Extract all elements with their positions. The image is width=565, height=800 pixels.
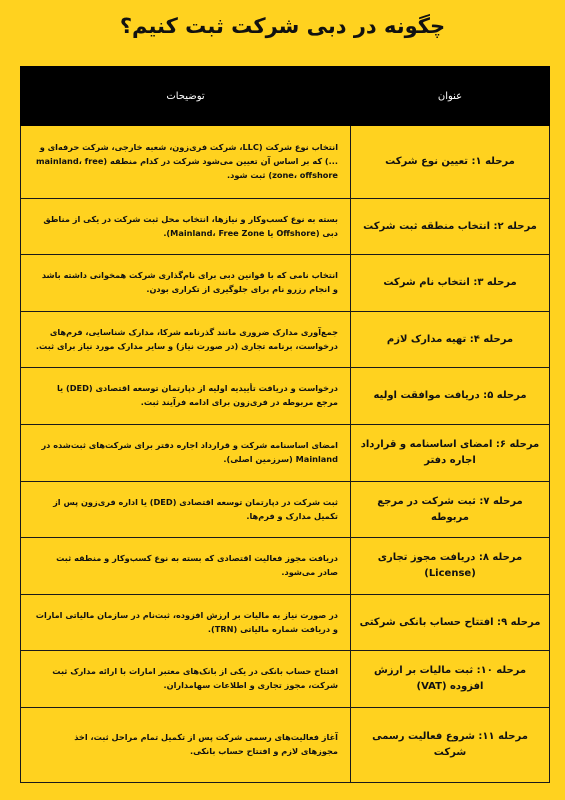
step-description: انتخاب نوع شرکت (LLC، شرکت فری‌زون، شعبه خارجی، شرکت حرفه‌ای و ...) که بر اساس آن تعیین می‌شود شرکت در کدام منطقه (mainland، free zone، offshore) ثبت شود. (21, 126, 351, 199)
step-title: مرحله ۱۰: ثبت مالیات بر ارزش افزوده (VAT) (351, 651, 550, 708)
table-row (21, 255, 550, 312)
step-description: انتخاب نامی که با قوانین دبی برای نام‌گذاری شرکت همخوانی داشته باشد و انجام رزرو نام برای جلوگیری از تکراری بودن. (21, 255, 351, 312)
step-description: دریافت مجوز فعالیت اقتصادی که بسته به نوع کسب‌وکار و منطقه ثبت صادر می‌شود. (21, 538, 351, 595)
table-row (21, 425, 550, 482)
table-row (21, 595, 550, 651)
step-description: افتتاح حساب بانکی در یکی از بانک‌های معتبر امارات با ارائه مدارک ثبت شرکت، مجوز تجاری و اطلاعات سهامداران. (21, 651, 351, 708)
table-row (21, 126, 550, 199)
step-description: درخواست و دریافت تأییدیه اولیه از دپارتمان توسعه اقتصادی (DED) یا مرجع مربوطه در فری‌زون برای ادامه فرآیند ثبت. (21, 368, 351, 425)
step-title: مرحله ۹: افتتاح حساب بانکی شرکتی (351, 595, 550, 651)
step-title: مرحله ۱۱: شروع فعالیت رسمی شرکت (351, 708, 550, 783)
step-description: در صورت نیاز به مالیات بر ارزش افزوده، ثبت‌نام در سازمان مالیاتی امارات و دریافت شماره مالیاتی (TRN). (21, 595, 351, 651)
table-row (21, 482, 550, 538)
step-title: مرحله ۱: تعیین نوع شرکت (351, 126, 550, 199)
table-header-row (21, 67, 550, 126)
table-row (21, 199, 550, 255)
table-row (21, 708, 550, 783)
step-description: بسته به نوع کسب‌وکار و نیازها، انتخاب محل ثبت شرکت در یکی از مناطق دبی (Offshore یا Mainland، Free Zone). (21, 199, 351, 255)
registration-steps-table (20, 66, 550, 783)
table-row (21, 538, 550, 595)
step-title: مرحله ۷: ثبت شرکت در مرجع مربوطه (351, 482, 550, 538)
table-row (21, 368, 550, 425)
step-title: مرحله ۶: امضای اساسنامه و قرارداد اجاره دفتر (351, 425, 550, 482)
step-title: مرحله ۸: دریافت مجوز تجاری (License) (351, 538, 550, 595)
step-description: آغاز فعالیت‌های رسمی شرکت پس از تکمیل تمام مراحل ثبت، اخذ مجوزهای لازم و افتتاح حساب بانکی. (21, 708, 351, 783)
step-title: مرحله ۲: انتخاب منطقه ثبت شرکت (351, 199, 550, 255)
step-title: مرحله ۳: انتخاب نام شرکت (351, 255, 550, 312)
column-header-title: عنوان (351, 67, 550, 126)
step-description: جمع‌آوری مدارک ضروری مانند گذرنامه شرکا، مدارک شناسایی، فرم‌های درخواست، برنامه تجاری (در صورت نیاز) و سایر مدارک مورد نیاز برای ثبت. (21, 312, 351, 368)
column-header-description: توضیحات (21, 67, 351, 126)
table-body (21, 126, 550, 783)
step-description: امضای اساسنامه شرکت و قرارداد اجاره دفتر برای شرکت‌های ثبت‌شده در Mainland (سرزمین اصلی). (21, 425, 351, 482)
page-title: چگونه در دبی شرکت ثبت کنیم؟ (119, 14, 446, 38)
table-row (21, 312, 550, 368)
step-title: مرحله ۵: دریافت موافقت اولیه (351, 368, 550, 425)
step-description: ثبت شرکت در دپارتمان توسعه اقتصادی (DED) یا اداره فری‌زون پس از تکمیل مدارک و فرم‌ها. (21, 482, 351, 538)
table-header (21, 67, 550, 126)
step-title: مرحله ۴: تهیه مدارک لازم (351, 312, 550, 368)
table-row (21, 651, 550, 708)
